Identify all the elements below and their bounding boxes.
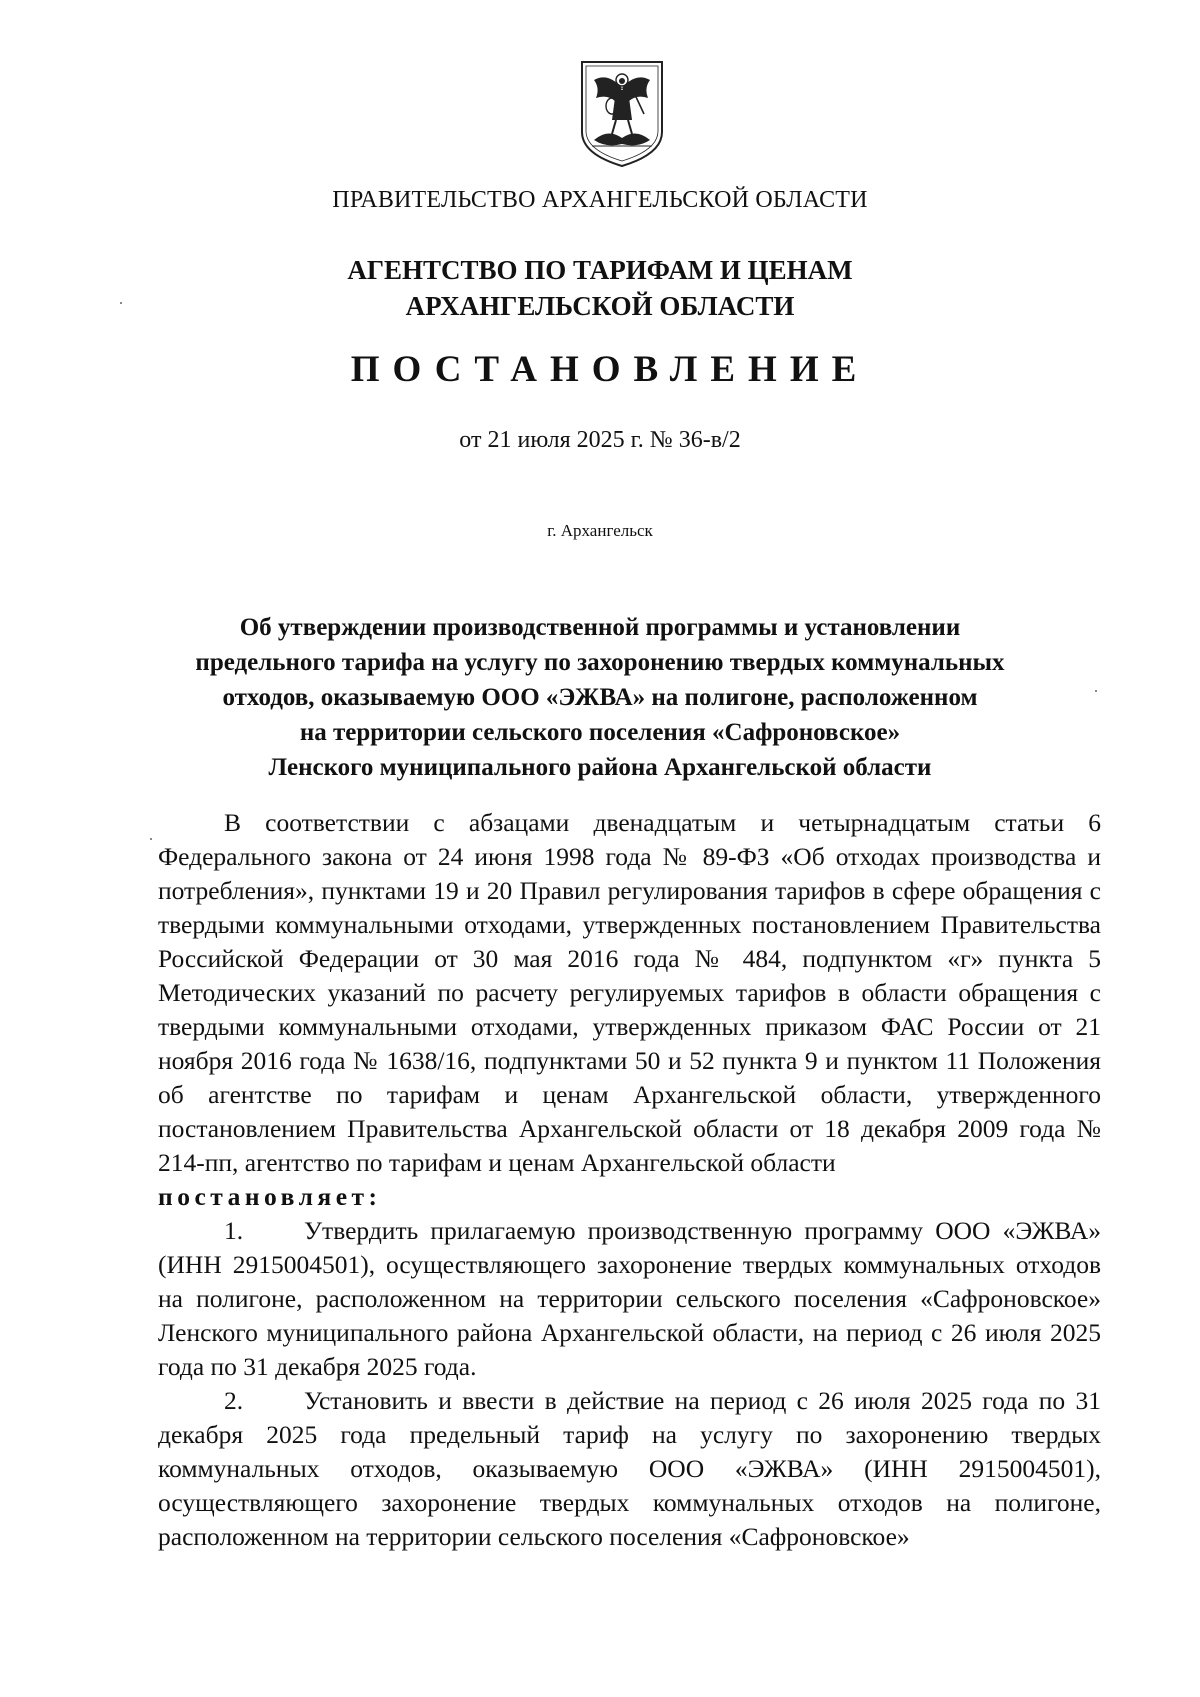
item-text: Установить и ввести в действие на период с 26 июля 2025 года по 31 декабря 2025 года предельный тариф на услугу по захоронению твердых коммунальных отходов, оказываемую ООО «ЭЖВА» (ИНН 2915004501), осуществляющего захоронение твердых коммунальных отходов на полигоне, расположенном на территории сельского поселения «Сафроновское» (158, 1386, 1101, 1551)
coat-of-arms-emblem (578, 58, 666, 170)
title-line: на территории сельского поселения «Сафроновское» (299, 719, 901, 746)
document-title (0, 610, 1200, 785)
scan-speck (1095, 690, 1097, 692)
item-text: Утвердить прилагаемую производственную программу ООО «ЭЖВА» (ИНН 2915004501), осуществляющего захоронение твердых коммунальных отходов на полигоне, расположенном на территории сельского поселения «Сафроновское» Ленского муниципального района Архангельской области, на период с 26 июля 2025 года по 31 декабря 2025 года. (158, 1216, 1101, 1381)
item-number: 2. (224, 1386, 244, 1415)
document-type-heading: ПОСТАНОВЛЕНИЕ (350, 349, 870, 390)
agency-name (0, 252, 1200, 324)
scan-speck (150, 838, 152, 840)
city-name: г. Архангельск (547, 521, 653, 540)
document-body (158, 806, 1101, 1554)
title-line: предельного тарифа на услугу по захоронению твердых коммунальных (195, 649, 1005, 676)
date-and-number: от 21 июля 2025 г. № 36-в/2 (459, 427, 741, 453)
agency-name-line2: АРХАНГЕЛЬСКОЙ ОБЛАСТИ (405, 291, 795, 321)
title-line: Об утверждении производственной программы и установлении (239, 614, 961, 641)
list-item (158, 1214, 1101, 1384)
item-number: 1. (224, 1216, 244, 1245)
list-item (158, 1384, 1101, 1554)
agency-name-line1: АГЕНТСТВО ПО ТАРИФАМ И ЦЕНАМ (347, 255, 853, 285)
preamble-paragraph: В соответствии с абзацами двенадцатым и четырнадцатым статьи 6 Федерального закона от 24 июня 1998 года № 89-ФЗ «Об отходах производства и потребления», пунктами 19 и 20 Правил регулирования тарифов в сфере обращения с твердыми коммунальными отходами, утвержденных постановлением Правительства Российской Федерации от 30 мая 2016 года № 484, подпунктом «г» пункта 5 Методических указаний по расчету регулируемых тарифов в области обращения с твердыми коммунальными отходами, утвержденных приказом ФАС России от 21 ноября 2016 года № 1638/16, подпунктами 50 и 52 пункта 9 и пунктом 11 Положения об агентстве по тарифам и ценам Архангельской области, утвержденного постановлением Правительства Архангельской области от 18 декабря 2009 года № 214-пп, агентство по тарифам и ценам Архангельской области (158, 808, 1101, 1177)
scan-speck (120, 302, 122, 304)
resolves-word: постановляет: (158, 1182, 382, 1211)
government-name: ПРАВИТЕЛЬСТВО АРХАНГЕЛЬСКОЙ ОБЛАСТИ (332, 187, 868, 213)
title-line: отходов, оказываемую ООО «ЭЖВА» на полигоне, расположенном (222, 684, 978, 711)
title-line: Ленского муниципального района Архангельской области (268, 754, 932, 781)
